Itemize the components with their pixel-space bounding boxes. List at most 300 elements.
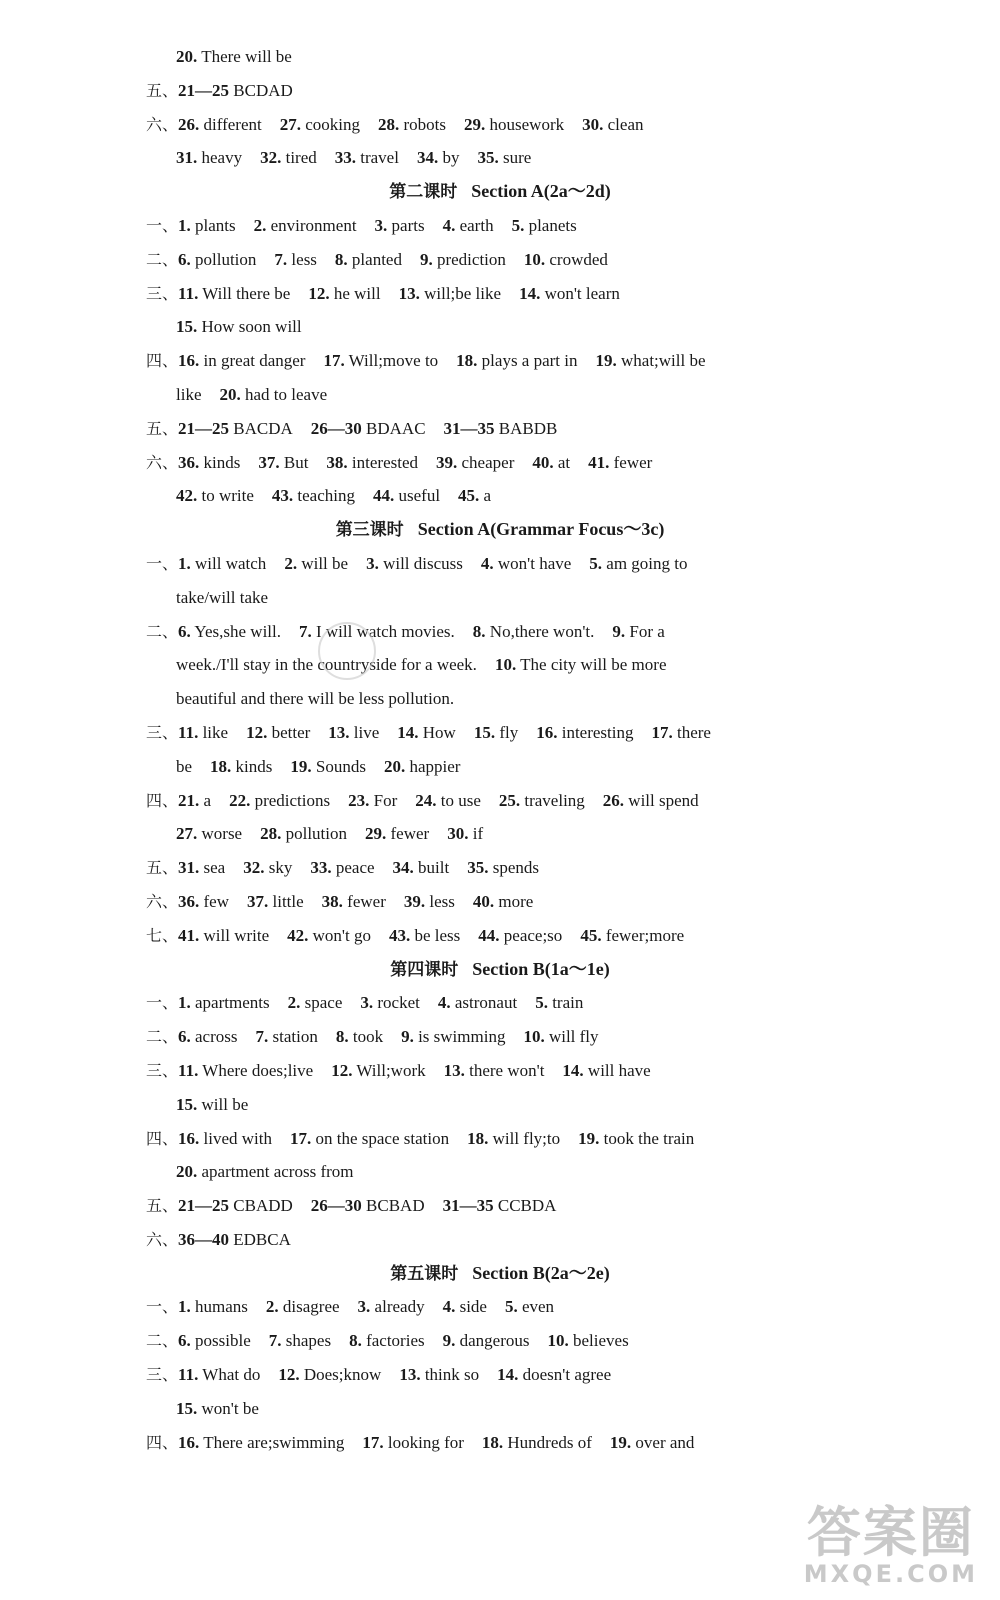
answer-text: am going to: [606, 553, 688, 573]
answer-item: [178, 412, 293, 446]
lesson-title: 第三课时: [335, 520, 404, 541]
question-number: 21—25: [178, 80, 230, 100]
answer-item: [535, 986, 583, 1020]
answer-text: what;will be: [621, 351, 706, 371]
answer-line: [0, 1054, 1000, 1088]
answer-text: lived with: [203, 1128, 272, 1148]
answer-text: he will: [333, 283, 381, 303]
question-number: 37.: [258, 452, 280, 472]
answer-item: [178, 1358, 260, 1392]
question-number: 3.: [374, 215, 388, 235]
answer-text: better: [271, 722, 311, 742]
answer-text: won't go: [312, 925, 371, 945]
answer-item: [596, 344, 706, 378]
question-number: 34.: [416, 148, 439, 168]
answer-text: traveling: [524, 790, 585, 810]
section-label: Section B(1a～1e): [472, 958, 610, 979]
answer-text: Does;know: [303, 1365, 382, 1385]
answer-text: crowded: [549, 249, 608, 269]
answer-text: to use: [440, 790, 481, 810]
answer-item: [260, 817, 347, 851]
answer-line: [0, 885, 1000, 919]
answer-item: [176, 141, 242, 175]
answer-line: [0, 986, 1000, 1020]
answer-text: fewer: [390, 824, 430, 844]
question-number: 21—25: [178, 418, 230, 438]
answer-text: by: [442, 148, 460, 168]
question-number: 1.: [178, 993, 191, 1013]
question-number: 8.: [335, 1027, 349, 1047]
answer-item: [420, 243, 506, 277]
section-label: Section B(2a～2e): [472, 1262, 610, 1283]
answer-item: [246, 716, 310, 750]
answer-item: [495, 648, 667, 682]
answer-item: [578, 1122, 694, 1156]
answer-text: take/will take: [176, 587, 269, 607]
answer-item: [349, 1324, 425, 1358]
question-number: 26.: [602, 790, 625, 810]
answer-item: [443, 1324, 530, 1358]
question-number: 39.: [436, 452, 458, 472]
answer-text: interested: [351, 452, 419, 472]
question-number: 13.: [443, 1060, 465, 1080]
answer-text: What do: [202, 1365, 261, 1385]
answer-item: [336, 1020, 383, 1054]
answer-item: [178, 851, 225, 885]
answer-line: [0, 209, 1000, 243]
part-number: 五、: [146, 858, 179, 878]
question-number: 18.: [467, 1128, 489, 1148]
answer-item: [308, 277, 380, 311]
lesson-title: 第二课时: [389, 182, 458, 203]
question-number: 20.: [176, 47, 198, 66]
question-number: 41.: [588, 452, 610, 472]
part-number: 四、: [146, 790, 179, 810]
answer-item: [443, 1290, 487, 1324]
answer-line: [0, 716, 1000, 750]
answer-line: [0, 141, 1000, 175]
question-number: 19.: [578, 1128, 600, 1148]
question-number: 5.: [504, 1297, 518, 1317]
question-number: 12.: [308, 283, 330, 303]
answer-item: [254, 209, 357, 243]
question-number: 1.: [178, 1297, 191, 1317]
answer-text: disagree: [282, 1297, 340, 1317]
answer-item: [532, 446, 570, 480]
answer-item: [519, 277, 620, 311]
answer-item: [536, 716, 633, 750]
answer-line: [0, 750, 1000, 784]
answer-item: [176, 1088, 248, 1122]
answer-item: [178, 446, 240, 480]
section-heading: [0, 513, 1000, 547]
answer-text: will fly;to: [492, 1128, 561, 1148]
question-number: 14.: [562, 1060, 584, 1080]
question-number: 40.: [532, 452, 554, 472]
answer-text: will write: [203, 925, 270, 945]
question-number: 6.: [178, 1027, 191, 1047]
question-number: 44.: [478, 925, 500, 945]
answer-text: believes: [572, 1331, 629, 1351]
question-number: 18.: [210, 756, 232, 776]
question-number: 30.: [447, 824, 469, 844]
question-number: 31.: [178, 858, 200, 878]
answer-item: [178, 919, 269, 953]
question-number: 20.: [176, 1162, 198, 1182]
question-number: 6.: [178, 1331, 191, 1351]
part-number: 五、: [146, 418, 179, 438]
answer-text: will spend: [628, 790, 699, 810]
answer-text: beautiful and there will be less pollution.: [176, 689, 455, 709]
answer-line: [0, 1155, 1000, 1189]
question-number: 14.: [497, 1365, 519, 1385]
answer-item: [366, 547, 463, 581]
question-number: 15.: [176, 1398, 198, 1418]
answer-text: space: [304, 993, 343, 1013]
question-number: 19.: [595, 351, 617, 371]
answer-item: [178, 344, 305, 378]
answer-line: [0, 277, 1000, 311]
answer-item: [378, 108, 446, 142]
answer-item: [399, 277, 501, 311]
answer-item: [178, 784, 211, 818]
answer-item: [335, 243, 402, 277]
question-number: 16.: [178, 1432, 200, 1452]
answer-item: [272, 479, 355, 513]
answer-text: fewer;more: [605, 925, 685, 945]
question-number: 24.: [415, 790, 437, 810]
answer-text: For: [373, 790, 398, 810]
answer-text: little: [272, 891, 304, 911]
answer-item: [243, 851, 292, 885]
part-number: 二、: [146, 249, 179, 269]
question-number: 7.: [298, 621, 312, 641]
question-number: 30.: [582, 114, 604, 134]
answer-item: [178, 615, 281, 649]
question-number: 10.: [523, 249, 546, 269]
question-number: 8.: [349, 1331, 362, 1351]
answer-item: [443, 209, 494, 243]
answer-text: happier: [409, 756, 461, 776]
question-number: 14.: [397, 722, 419, 742]
question-number: 28.: [260, 824, 282, 844]
answer-item: [481, 547, 571, 581]
answer-item: [443, 1189, 557, 1223]
answer-line: [0, 851, 1000, 885]
question-number: 43.: [388, 925, 411, 945]
answer-text: will be: [301, 553, 349, 573]
question-number: 7.: [268, 1331, 282, 1351]
question-number: 11.: [178, 283, 199, 303]
part-number: 二、: [146, 621, 179, 641]
question-number: 3.: [360, 993, 374, 1013]
answer-text: side: [459, 1297, 487, 1317]
answer-item: [438, 986, 517, 1020]
part-number: 二、: [146, 1027, 179, 1047]
answer-item: [178, 1426, 344, 1460]
question-number: 1.: [178, 553, 191, 573]
answer-text: clean: [607, 114, 644, 134]
answer-item: [176, 310, 302, 344]
answer-item: [523, 1020, 598, 1054]
answer-item: [176, 1392, 259, 1426]
answer-text: pollution: [285, 824, 348, 844]
answer-text: there won't: [469, 1060, 545, 1080]
answer-line: [0, 446, 1000, 480]
answer-item: [436, 446, 514, 480]
answer-text: heavy: [201, 148, 243, 168]
part-number: 四、: [146, 1432, 179, 1452]
answer-text: took the train: [603, 1128, 695, 1148]
answer-item: [444, 412, 558, 446]
answer-text: over and: [635, 1432, 695, 1452]
answer-item: [178, 209, 236, 243]
answer-item: [326, 446, 418, 480]
answer-text: I will watch movies.: [315, 621, 455, 641]
answer-text: in great danger: [203, 351, 306, 371]
answer-text: rocket: [377, 993, 420, 1013]
answer-text: less: [291, 249, 317, 269]
answer-text: different: [203, 114, 262, 134]
question-number: 4.: [480, 553, 494, 573]
answer-item: [269, 1324, 331, 1358]
answer-item: [290, 750, 366, 784]
answer-line: [0, 1324, 1000, 1358]
question-number: 15.: [176, 1094, 198, 1114]
answer-item: [280, 108, 360, 142]
part-number: 一、: [146, 215, 179, 235]
answer-item: [178, 1054, 313, 1088]
answer-item: [467, 1122, 560, 1156]
answer-item: [399, 1358, 479, 1392]
answer-item: [284, 547, 348, 581]
question-number: 31—35: [443, 418, 495, 438]
question-number: 45.: [458, 486, 480, 506]
answer-item: [331, 1054, 425, 1088]
part-number: 一、: [146, 1297, 179, 1317]
answer-text: kinds: [203, 452, 241, 472]
question-number: 19.: [290, 756, 312, 776]
answer-text: won't be: [201, 1398, 259, 1418]
answer-text: cheaper: [461, 452, 515, 472]
answer-item: [365, 817, 429, 851]
answer-item: [176, 682, 454, 716]
answer-text: BACDA: [233, 418, 293, 438]
question-number: 37.: [247, 891, 269, 911]
answer-text: The city will be more: [520, 655, 667, 675]
question-number: 5.: [589, 553, 603, 573]
answer-text: peace;so: [503, 925, 563, 945]
answer-text: a: [483, 486, 492, 506]
question-number: 16.: [536, 722, 558, 742]
answer-item: [473, 885, 533, 919]
answer-text: earth: [459, 215, 494, 235]
question-number: 2.: [265, 1297, 279, 1317]
question-number: 16.: [178, 351, 200, 371]
answer-line: [0, 784, 1000, 818]
answer-text: tired: [285, 148, 317, 168]
question-number: 2.: [287, 993, 301, 1013]
answer-page: [0, 40, 1000, 1459]
answer-text: CCBDA: [497, 1196, 557, 1216]
answer-text: doesn't agree: [522, 1365, 612, 1385]
answer-item: [311, 1189, 425, 1223]
answer-item: [547, 1324, 628, 1358]
answer-item: [178, 1324, 251, 1358]
question-number: 4.: [442, 215, 456, 235]
question-number: 28.: [378, 114, 400, 134]
question-number: 5.: [511, 215, 525, 235]
answer-text: travel: [360, 148, 399, 168]
answer-text: pollution: [195, 249, 257, 269]
answer-text: peace: [335, 858, 375, 878]
answer-item: [311, 412, 426, 446]
question-number: 17.: [651, 722, 673, 742]
answer-item: [323, 344, 438, 378]
answer-item: [328, 716, 379, 750]
answer-text: won't learn: [544, 283, 620, 303]
answer-item: [176, 750, 192, 784]
question-number: 26—30: [310, 418, 362, 438]
question-number: 22.: [229, 790, 251, 810]
answer-item: [260, 141, 317, 175]
answer-text: fewer: [347, 891, 386, 911]
question-number: 12.: [331, 1060, 353, 1080]
answer-text: Will;move to: [348, 351, 439, 371]
question-number: 15.: [176, 317, 198, 337]
answer-item: [178, 243, 256, 277]
answer-item: [512, 209, 577, 243]
section-label: Section A(2a～2d): [471, 181, 611, 202]
answer-text: station: [272, 1027, 318, 1047]
answer-text: live: [353, 722, 380, 742]
question-number: 9.: [419, 249, 433, 269]
answer-item: [176, 40, 292, 74]
answer-line: [0, 615, 1000, 649]
part-number: 三、: [146, 283, 179, 303]
answer-item: [393, 851, 450, 885]
answer-text: be less: [414, 925, 461, 945]
answer-item: [458, 479, 491, 513]
answer-item: [274, 243, 317, 277]
answer-item: [473, 615, 595, 649]
answer-text: Yes,she will.: [194, 621, 281, 641]
question-number: 12.: [278, 1365, 300, 1385]
answer-item: [176, 1155, 354, 1189]
question-number: 33.: [334, 148, 356, 168]
question-number: 19.: [609, 1432, 632, 1452]
answer-text: even: [521, 1297, 555, 1317]
answer-item: [589, 547, 687, 581]
question-number: 38.: [326, 452, 348, 472]
answer-item: [178, 108, 262, 142]
answer-item: [220, 378, 328, 412]
question-number: 20.: [383, 756, 406, 776]
answer-text: apartment across from: [201, 1162, 354, 1182]
answer-item: [178, 1122, 272, 1156]
answer-text: will watch: [195, 553, 267, 573]
answer-item: [290, 1122, 449, 1156]
question-number: 39.: [403, 891, 426, 911]
question-number: 17.: [323, 351, 345, 371]
answer-text: humans: [195, 1297, 248, 1317]
question-number: 6.: [178, 249, 191, 269]
answer-item: [582, 108, 643, 142]
answer-text: parts: [391, 215, 425, 235]
question-number: 20.: [219, 384, 241, 404]
section-heading: [0, 1257, 1000, 1291]
answer-text: had to leave: [245, 384, 328, 404]
answer-item: [178, 547, 266, 581]
part-number: 六、: [146, 1229, 179, 1249]
answer-item: [266, 1290, 340, 1324]
answer-line: [0, 243, 1000, 277]
question-number: 35.: [477, 148, 499, 168]
answer-text: will be: [201, 1094, 249, 1114]
answer-line: [0, 1189, 1000, 1223]
answer-text: robots: [403, 114, 447, 134]
answer-text: at: [557, 452, 571, 472]
answer-text: shapes: [285, 1331, 332, 1351]
question-number: 31.: [176, 148, 198, 168]
answer-text: think so: [424, 1365, 480, 1385]
answer-item: [603, 784, 699, 818]
answer-item: [384, 750, 460, 784]
answer-line: [0, 919, 1000, 953]
question-number: 9.: [442, 1331, 456, 1351]
answer-item: [362, 1426, 464, 1460]
answer-line: [0, 344, 1000, 378]
answer-text: BCDAD: [233, 80, 293, 100]
answer-item: [176, 378, 202, 412]
answer-text: BABDB: [498, 418, 558, 438]
answer-line: [0, 74, 1000, 108]
answer-item: [474, 716, 518, 750]
answer-text: There will be: [201, 47, 292, 66]
question-number: 27.: [176, 824, 198, 844]
answer-text: There are;swimming: [203, 1432, 345, 1452]
question-number: 12.: [246, 722, 268, 742]
answer-item: [178, 1290, 248, 1324]
question-number: 45.: [580, 925, 602, 945]
answer-item: [456, 344, 577, 378]
section-heading: [0, 953, 1000, 987]
answer-item: [176, 817, 242, 851]
answer-text: prediction: [436, 249, 506, 269]
answer-text: How soon will: [201, 317, 302, 337]
question-number: 4.: [437, 993, 451, 1013]
answer-text: be: [176, 756, 193, 776]
answer-line: [0, 1290, 1000, 1324]
answer-line: [0, 1020, 1000, 1054]
answer-text: apartments: [195, 993, 270, 1013]
answer-item: [397, 716, 456, 750]
answer-text: useful: [398, 486, 441, 506]
answer-line: [0, 817, 1000, 851]
question-number: 2.: [253, 215, 267, 235]
answer-text: train: [552, 993, 584, 1013]
lesson-title: 第四课时: [390, 959, 459, 980]
question-number: 33.: [310, 858, 332, 878]
answer-text: like: [202, 722, 229, 742]
answer-text: planets: [528, 215, 577, 235]
answer-text: CBADD: [233, 1196, 293, 1216]
answer-text: interesting: [561, 722, 634, 742]
answer-item: [348, 784, 397, 818]
answer-item: [178, 716, 228, 750]
question-number: 3.: [366, 553, 379, 573]
answer-text: EDBCA: [233, 1229, 291, 1249]
